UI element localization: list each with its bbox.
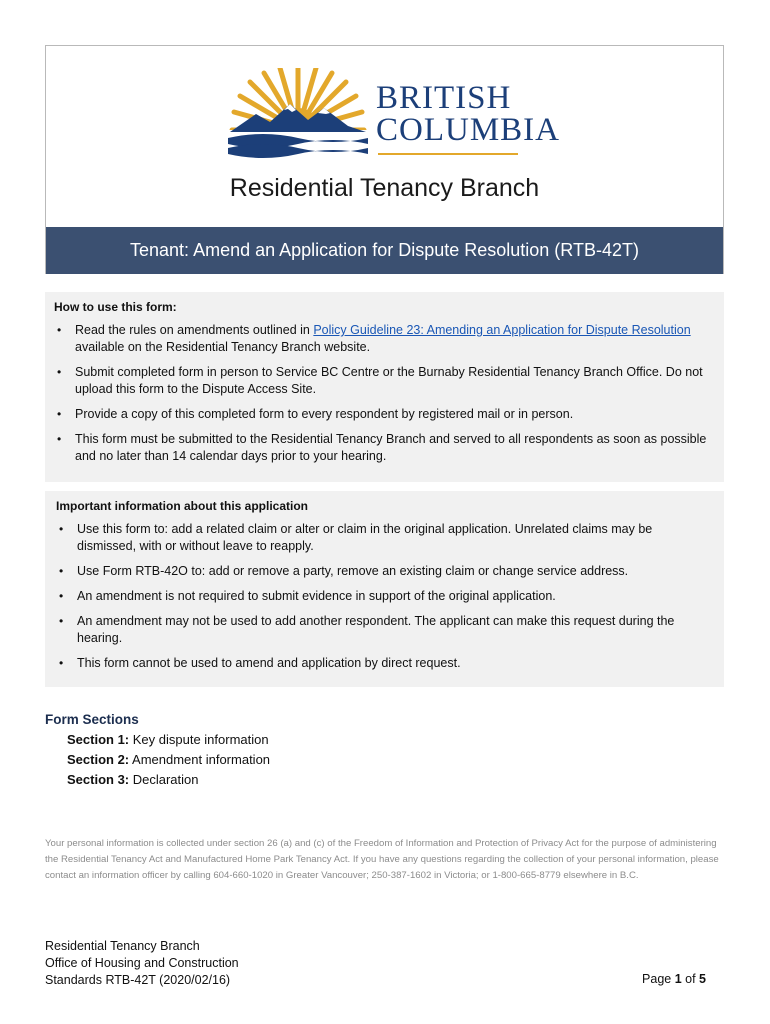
how-to-item1-tail: available on the Residential Tenancy Branch website. [75, 340, 371, 354]
section-text: Key dispute information [129, 732, 269, 747]
logo-wordmark-columbia: COLUMBIA [376, 112, 561, 148]
how-to-panel [45, 292, 724, 482]
important-item-text: Use Form RTB-42O to: add or remove a party, remove an existing claim or change service address. [77, 564, 629, 578]
list-item [56, 521, 714, 555]
list-item [54, 364, 714, 398]
important-info-list [56, 521, 714, 672]
bc-sun-mountain-icon [228, 68, 368, 158]
how-to-list [54, 322, 714, 465]
bullet-icon: • [57, 323, 62, 337]
bc-logo [228, 68, 561, 158]
bullet-icon: • [57, 407, 62, 421]
footer-branch: Residential Tenancy Branch [45, 939, 200, 953]
list-item [54, 406, 714, 423]
list-item [54, 322, 714, 356]
form-sections [45, 712, 270, 787]
page-current: 1 [674, 972, 682, 986]
section-label: Section 1: [67, 732, 130, 747]
list-item [56, 563, 714, 580]
privacy-notice: Your personal information is collected under section 26 (a) and (c) of the Freedom of Information and Protection of Privacy Act for the purpose of administering the Residential Tenancy Act and Manufactured Home Park Tenancy Act. If you have any questions regarding the collection of your personal information, please contact an information officer by calling 604-660-1020 in Greater Vancouver; 250-387-1602 in Victoria; or 1-800-665-8779 elsewhere in B.C. [45, 838, 719, 881]
how-to-item2-text: Submit completed form in person to Service BC Centre or the Burnaby Residential Tenancy Branch Office. Do not upload this form to the Dispute Access Site. [75, 365, 703, 396]
section-3-line [67, 772, 270, 787]
important-item-text: An amendment is not required to submit evidence in support of the original application. [77, 589, 556, 603]
logo-wordmark-british: BRITISH [376, 80, 512, 116]
important-item-text: Use this form to: add a related claim or alter or claim in the original application. Unrelated claims may be dismissed, with or without leave to reapply. [77, 522, 653, 553]
section-text: Declaration [129, 772, 199, 787]
list-item [56, 613, 714, 647]
branch-title: Residential Tenancy Branch [229, 174, 540, 202]
logo-gold-rule [378, 153, 518, 155]
bullet-icon: • [57, 365, 62, 379]
footer-office: Office of Housing and Construction [45, 956, 239, 970]
how-to-heading: How to use this form: [54, 300, 177, 314]
how-to-item3-text: Provide a copy of this completed form to every respondent by registered mail or in person. [75, 407, 574, 421]
list-item [54, 431, 714, 465]
page-prefix: Page [642, 972, 675, 986]
section-1-line [67, 732, 270, 747]
bullet-icon: • [59, 589, 64, 603]
section-label: Section 2: [67, 752, 130, 767]
important-item-text: This form cannot be used to amend and application by direct request. [77, 656, 461, 670]
important-item-text: An amendment may not be used to add another respondent. The applicant can make this request during the hearing. [77, 614, 675, 645]
policy-guideline-link[interactable]: Policy Guideline 23: Amending an Application for Dispute Resolution [313, 323, 691, 337]
bullet-icon: • [59, 614, 64, 628]
section-2-line [67, 752, 270, 767]
list-item [56, 655, 714, 672]
form-header [45, 45, 724, 274]
how-to-item1-text: Read the rules on amendments outlined in [75, 323, 314, 337]
bullet-icon: • [59, 522, 64, 536]
page-total: 5 [699, 972, 706, 986]
form-title-banner: Tenant: Amend an Application for Dispute Resolution (RTB-42T) [46, 227, 723, 274]
section-label: Section 3: [67, 772, 130, 787]
bullet-icon: • [59, 564, 64, 578]
important-info-panel [45, 491, 724, 687]
page-footer [45, 938, 239, 989]
form-sections-title: Form Sections [45, 712, 139, 727]
list-item [56, 588, 714, 605]
footer-form-id: Standards RTB-42T (2020/02/16) [45, 973, 231, 987]
important-info-heading: Important information about this application [56, 499, 308, 513]
bullet-icon: • [59, 656, 64, 670]
section-text: Amendment information [129, 752, 271, 767]
page-number [642, 972, 706, 986]
page-mid: of [681, 972, 700, 986]
how-to-item4-text: This form must be submitted to the Residential Tenancy Branch and served to all respondents as soon as possible and no later than 14 calendar days prior to your hearing. [75, 432, 707, 463]
bullet-icon: • [57, 432, 62, 446]
